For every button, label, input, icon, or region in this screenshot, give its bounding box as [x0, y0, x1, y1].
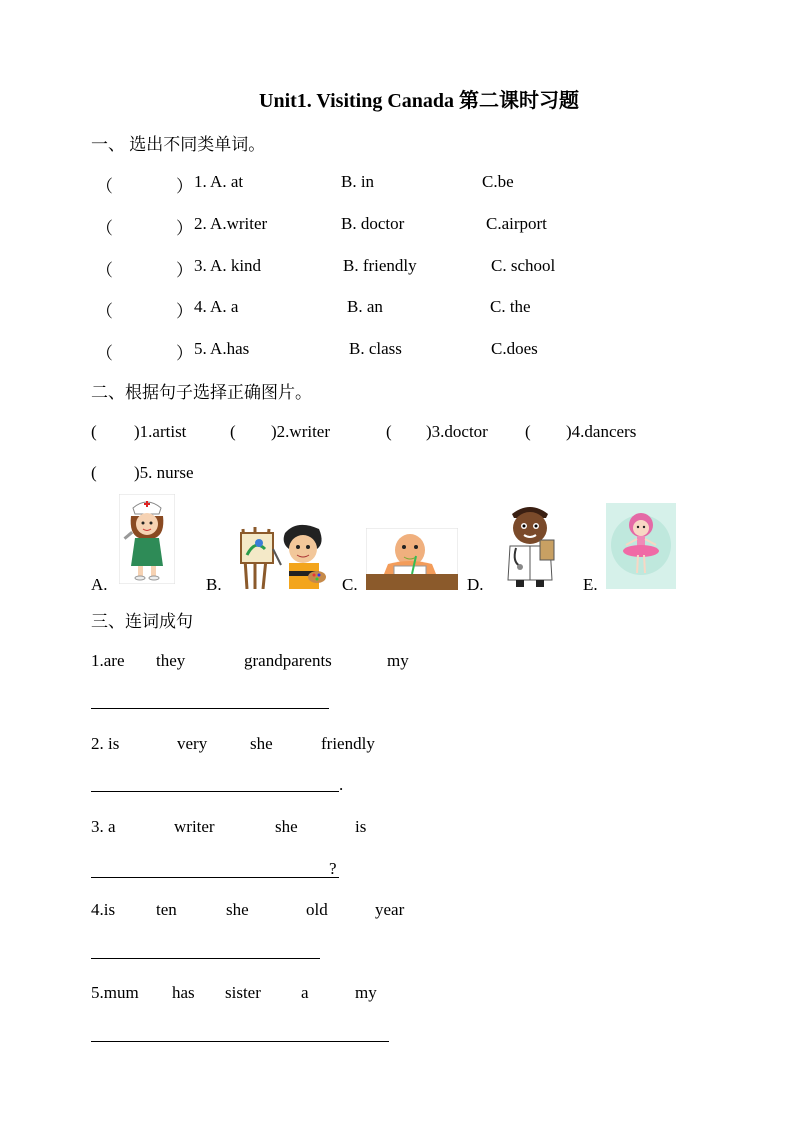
artist-icon	[233, 519, 331, 589]
item-writer: )2.writer	[271, 422, 331, 441]
picture-label-b: B.	[206, 575, 222, 594]
answer-paren-open: （	[96, 219, 113, 238]
word: 3. a	[91, 817, 116, 836]
word: is	[355, 817, 367, 836]
picture-label-c: C.	[342, 575, 358, 594]
writer-icon	[366, 528, 458, 590]
word: grandparents	[244, 651, 332, 670]
word: has	[172, 983, 195, 1002]
option-c: C.airport	[486, 214, 547, 233]
option-c: C.be	[482, 172, 514, 191]
option-b: B. class	[349, 339, 402, 358]
answer-paren-close: ）	[176, 261, 193, 280]
word: she	[226, 900, 249, 919]
word: ten	[156, 900, 177, 919]
option-b: B. an	[347, 297, 383, 316]
answer-line[interactable]	[91, 708, 329, 709]
answer-paren-close: ）	[176, 302, 193, 321]
doctor-icon	[496, 500, 564, 589]
option-b: B. friendly	[343, 256, 417, 275]
answer-line[interactable]	[91, 791, 339, 792]
item-dancers: )4.dancers	[566, 422, 637, 441]
page-title: Unit1. Visiting Canada 第二课时习题	[259, 90, 580, 112]
answer-paren-open: (	[230, 422, 236, 441]
word: she	[275, 817, 298, 836]
section-3-heading: 三、连词成句	[91, 612, 193, 631]
option-a: 4. A. a	[194, 297, 239, 316]
word: friendly	[321, 734, 375, 753]
answer-paren-open: （	[96, 261, 113, 280]
sentence-ending: ?	[329, 859, 337, 878]
answer-paren-open: （	[96, 344, 113, 363]
word: my	[355, 983, 377, 1002]
word: 1.are	[91, 651, 125, 670]
answer-paren-close: ）	[176, 344, 193, 363]
picture-label-a: A.	[91, 575, 108, 594]
picture-label-e: E.	[583, 575, 598, 594]
picture-label-d: D.	[467, 575, 484, 594]
word: old	[306, 900, 328, 919]
dancer-icon	[606, 503, 676, 589]
answer-paren-open: (	[525, 422, 531, 441]
option-a: 1. A. at	[194, 172, 244, 191]
option-a: 5. A.has	[194, 339, 250, 358]
item-doctor: )3.doctor	[426, 422, 488, 441]
word: 4.is	[91, 900, 116, 919]
answer-paren-open: (	[91, 422, 97, 441]
word: they	[156, 651, 186, 670]
answer-line[interactable]	[91, 877, 339, 878]
answer-paren-open: （	[96, 177, 113, 196]
sentence-ending: .	[339, 775, 344, 794]
word: sister	[225, 983, 261, 1002]
option-b: B. doctor	[341, 214, 405, 233]
answer-paren-open: (	[91, 463, 97, 482]
option-a: 2. A.writer	[194, 214, 268, 233]
answer-paren-close: ）	[176, 177, 193, 196]
section-2-heading: 二、根据句子选择正确图片。	[91, 383, 312, 402]
section-1-heading: 一、 选出不同类单词。	[91, 135, 266, 154]
item-artist: )1.artist	[134, 422, 187, 441]
option-c: C.does	[491, 339, 538, 358]
word: she	[250, 734, 273, 753]
option-a: 3. A. kind	[194, 256, 262, 275]
word: my	[387, 651, 409, 670]
option-b: B. in	[341, 172, 375, 191]
word: 2. is	[91, 734, 120, 753]
option-c: C. school	[491, 256, 556, 275]
nurse-icon	[119, 494, 175, 584]
word: very	[177, 734, 208, 753]
answer-line[interactable]	[91, 958, 320, 959]
answer-line[interactable]	[91, 1041, 389, 1042]
answer-paren-open: (	[386, 422, 392, 441]
answer-paren-close: ）	[176, 219, 193, 238]
word: 5.mum	[91, 983, 139, 1002]
option-c: C. the	[490, 297, 531, 316]
word: writer	[174, 817, 215, 836]
word: year	[375, 900, 405, 919]
item-nurse: )5. nurse	[134, 463, 194, 482]
word: a	[301, 983, 309, 1002]
answer-paren-open: （	[96, 302, 113, 321]
